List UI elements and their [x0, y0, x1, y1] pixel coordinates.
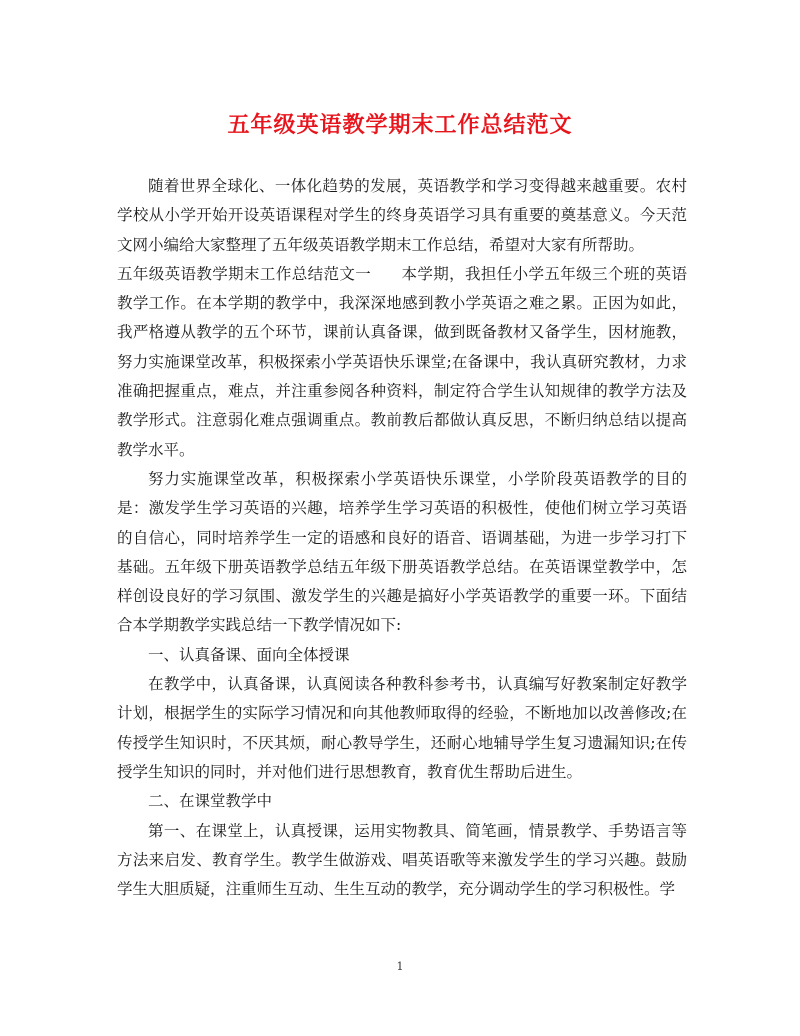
paragraph-classroom-teaching: 第一、在课堂上，认真授课，运用实物教具、简笔画，情景教学、手势语言等方法来启发、教育学生。教学生做游戏、唱英语歌等来激发学生的学习兴趣。鼓励学生大胆质疑，注重师生互动、生生互动的教学，充分调动学生的学习积极性。学 [117, 821, 687, 899]
document-title: 五年级英语教学期末工作总结范文 [227, 112, 573, 138]
heading-classroom-teaching: 二、在课堂教学中 [148, 792, 273, 811]
section-text: 本学期，我担任小学五年级三个班的英语教学工作。在本学期的教学中，我深深地感到教小学英语之难之累。正因为如此，我严格遵从教学的五个环节，课前认真备课，做到既备教材又备学生，因材施教，努力实施课堂改革，积极探索小学英语快乐课堂;在备课中，我认真研究教材，力求准确把握重点，难点，并注重参阅各种资料，制定符合学生认知规律的教学方法及教学形式。注意弱化难点强调重点。教前教后都做认真反思，不断归纳总结以提高教学水平。 [117, 264, 687, 459]
document-body [117, 172, 687, 904]
page-number: 1 [396, 960, 404, 973]
intro-paragraph: 随着世界全球化、一体化趋势的发展，英语教学和学习变得越来越重要。农村学校从小学开始开设英语课程对学生的终身英语学习具有重要的奠基意义。今天范文网小编给大家整理了五年级英语教学期末工作总结，希望对大家有所帮助。 [117, 177, 687, 254]
paragraph-classroom-reform: 努力实施课堂改革，积极探索小学英语快乐课堂，小学阶段英语教学的目的是：激发学生学习英语的兴趣，培养学生学习英语的积极性，使他们树立学习英语的自信心，同时培养学生一定的语感和良好的语音、语调基础，为进一步学习打下基础。五年级下册英语教学总结五年级下册英语教学总结。在英语课堂教学中，怎样创设良好的学习氛围、激发学生的兴趣是搞好小学英语教学的重要一环。下面结合本学期教学实践总结一下教学情况如下: [117, 469, 687, 635]
paragraph-prepare-lessons: 在教学中，认真备课，认真阅读各种教科参考书，认真编写好教案制定好教学计划，根据学生的实际学习情况和向其他教师取得的经验，不断地加以改善修改;在传授学生知识时，不厌其烦，耐心教导学生，还耐心地辅导学生复习遗漏知识;在传授学生知识的同时，并对他们进行思想教育，教育优生帮助后进生。 [117, 675, 687, 781]
heading-prepare-lessons: 一、认真备课、面向全体授课 [148, 645, 350, 664]
section-paragraph [117, 260, 687, 465]
section-heading: 五年级英语教学期末工作总结范文一 [117, 264, 372, 283]
